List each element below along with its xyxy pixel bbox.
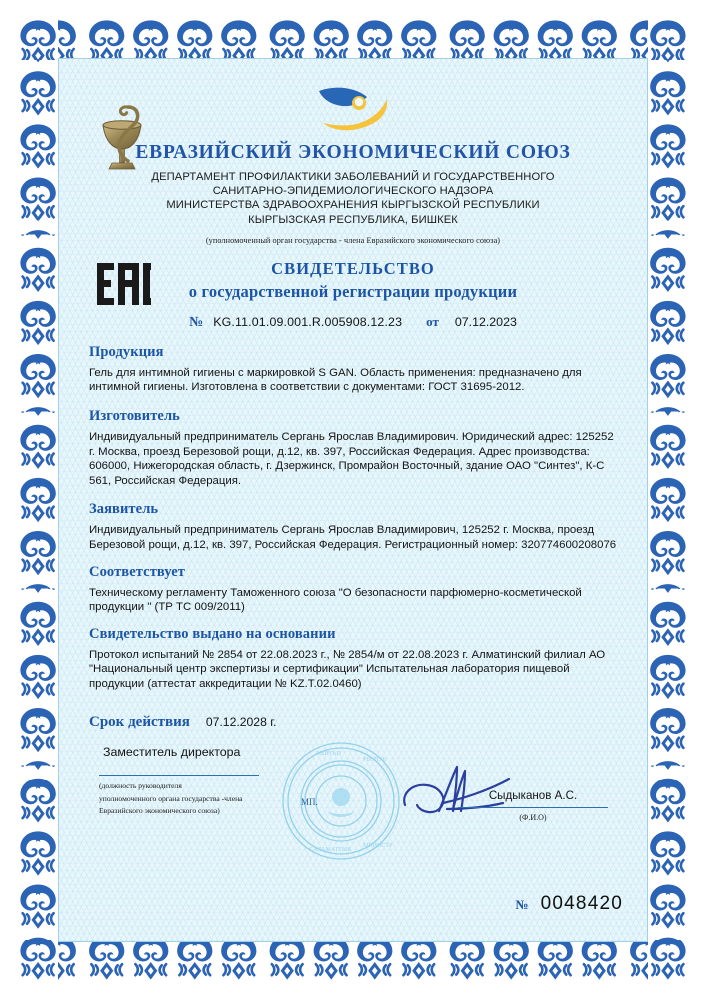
validity-row (89, 714, 617, 731)
section-izgotovitel (89, 408, 617, 488)
authority-note: (уполномоченный орган государства - члена Евразийского экономического союза) (205, 235, 501, 245)
department-line: ДЕПАРТАМЕНТ ПРОФИЛАКТИКИ ЗАБОЛЕВАНИЙ И ГОСУДАРСТВЕННОГО (151, 171, 555, 183)
department-block (89, 170, 617, 227)
certificate-title-line2: о государственной регистрации продукции (188, 281, 518, 301)
department-line: САНИТАРНО-ЭПИДЕМИОЛОГИЧЕСКОГО НАДЗОРА (212, 185, 494, 198)
section-produkciya (89, 344, 617, 395)
department-line: МИНИСТЕРСТВА ЗДРАВООХРАНЕНИЯ КЫРГЫЗСКОЙ РЕСПУБЛИКИ (166, 199, 540, 212)
date-label: от (426, 313, 439, 329)
svg-text:КЫРГЫЗ: КЫРГЫЗ (317, 750, 342, 757)
section-zayavitel (89, 501, 617, 552)
certificate-sheet (58, 58, 648, 942)
bowl-of-hygieia-icon (95, 99, 149, 182)
signature-rule-right (458, 807, 608, 809)
certificate-title-line1: СВИДЕТЕЛЬСТВО (271, 258, 435, 278)
serial-numero-symbol: № (515, 897, 529, 912)
eac-conformity-mark-icon (95, 261, 153, 312)
certificate-date-value: 07.12.2023 (454, 314, 517, 329)
svg-text:САЛАМАТТЫК: САЛАМАТТЫК (309, 846, 352, 853)
signer-area (453, 789, 613, 823)
validity-label: Срок действия (89, 713, 190, 730)
certificate-number-row (89, 314, 617, 331)
organization-title: ЕВРАЗИЙСКИЙ ЭКОНОМИЧЕСКИЙ СОЮЗ (135, 142, 571, 163)
section-body: Техническому регламенту Таможенного союза "О безопасности парфюмерно-косметической продукции " (ТР ТС 009/2011) (89, 586, 582, 614)
section-body: Протокол испытаний № 2854 от 22.08.2023 г., № 2854/м от 22.08.2023 г. Алматинский филиал АО "Национальный центр экспертизы и сертификации" Испытательная лаборатория пищевой продукции (аттестат аккредитации № KZ.T.02.0460) (89, 648, 606, 690)
section-body: Гель для интимной гигиены с маркировкой S GAN. Область применения: предназначено для интимной гигиены. Изготовлена в соответствии с документами: ГОСТ 31695-2012. (89, 366, 582, 394)
certificate-number-value: KG.11.01.09.001.R.005908.12.23 (213, 314, 403, 329)
seal-and-signature-area (279, 739, 469, 869)
section-body: Индивидуальный предприниматель Сергань Ярослав Владимирович. Юридический адрес: 125252 г. Москва, проезд Березовой рощи, д.12, кв. 397, Российская Федерация. Адрес производства: 606000, Нижегородская область, г. Дзержинск, Промрайон Восточный, здание ОАО "Синтез", К-С 561, Российская Федерация. (89, 431, 614, 487)
section-heading: Продукция (89, 343, 164, 360)
section-heading: Заявитель (89, 501, 159, 518)
certificate-content (59, 59, 647, 941)
signature-block (89, 745, 617, 863)
signer-name: Сыдыканов А.С. (488, 788, 578, 802)
section-heading: Соответствует (89, 563, 186, 580)
fineprint-line: уполномоченного органа государства -члена (99, 793, 243, 803)
svg-text:МИНИСТР: МИНИСТР (363, 842, 393, 849)
fineprint-line: Евразийского экономического союза) (99, 806, 220, 816)
document-header (89, 83, 617, 245)
serial-number-value: 0048420 (540, 893, 623, 914)
section-heading: Изготовитель (89, 408, 180, 424)
fio-label: (Ф.И.О) (519, 813, 547, 823)
section-heading: Свидетельство выдано на основании (89, 625, 336, 642)
svg-text:РЕСПУБ: РЕСПУБ (363, 756, 387, 763)
signature-rule-left (99, 775, 259, 777)
serial-number-row (516, 893, 623, 915)
section-sootvetstvuet (89, 564, 617, 615)
certificate-title-band (89, 259, 617, 331)
department-line: КЫРГЫЗСКАЯ РЕСПУБЛИКА, БИШКЕК (248, 213, 458, 226)
signatory-post-title: Заместитель директора (103, 744, 241, 759)
seal-label: МП. (301, 796, 318, 807)
fineprint-line: (должность руководителя (99, 781, 182, 791)
numero-symbol: № (189, 314, 204, 330)
section-body: Индивидуальный предприниматель Сергань Ярослав Владимирович, 125252 г. Москва, проезд Березовой рощи, д.12, кв. 397, Российская Федерация. Регистрационный номер: 320774600208076 (89, 524, 617, 551)
section-osnovanie (89, 626, 617, 692)
validity-value: 07.12.2028 г. (205, 714, 277, 729)
eaeu-logo-icon (89, 83, 617, 140)
